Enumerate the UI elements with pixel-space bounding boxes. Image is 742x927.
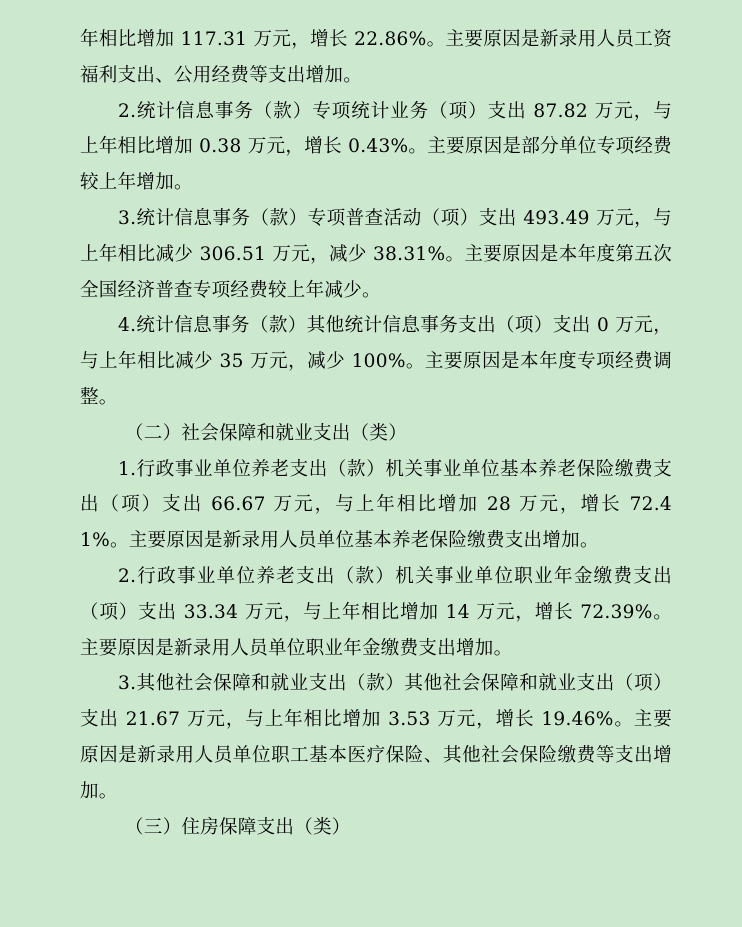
paragraph-6: 1.行政事业单位养老支出（款）机关事业单位基本养老保险缴费支出（项）支出 66.67 万元，与上年相比增加 28 万元，增长 72.41%。主要原因是新录用人员单位基本养老保险缴费支出增加。	[80, 458, 672, 552]
paragraph-8: 3.其他社会保障和就业支出（款）其他社会保障和就业支出（项）支出 21.67 万元，与上年相比增加 3.53 万元，增长 19.46%。主要原因是新录用人员单位职工基本医疗保险、其他社会保险缴费等支出增加。	[80, 673, 672, 802]
paragraph-3: 3.统计信息事务（款）专项普查活动（项）支出 493.49 万元，与上年相比减少 306.51 万元，减少 38.31%。主要原因是本年度第五次全国经济普查专项经费较上年减少。	[80, 207, 672, 301]
section-heading-social-security: （二）社会保障和就业支出（类）	[125, 422, 408, 444]
paragraph-7: 2.行政事业单位养老支出（款）机关事业单位职业年金缴费支出（项）支出 33.34 万元，与上年相比增加 14 万元，增长 72.39%。主要原因是新录用人员单位职业年金缴费支出增加。	[80, 565, 672, 659]
paragraph-2: 2.统计信息事务（款）专项统计业务（项）支出 87.82 万元，与上年相比增加 0.38 万元，增长 0.43%。主要原因是部分单位专项经费较上年增加。	[80, 100, 672, 194]
paragraph-1: 年相比增加 117.31 万元，增长 22.86%。主要原因是新录用人员工资福利支出、公用经费等支出增加。	[80, 29, 672, 86]
section-heading-housing: （三）住房保障支出（类）	[125, 816, 351, 838]
paragraph-4: 4.统计信息事务（款）其他统计信息事务支出（项）支出 0 万元，与上年相比减少 35 万元，减少 100%。主要原因是本年度专项经费调整。	[80, 315, 672, 408]
